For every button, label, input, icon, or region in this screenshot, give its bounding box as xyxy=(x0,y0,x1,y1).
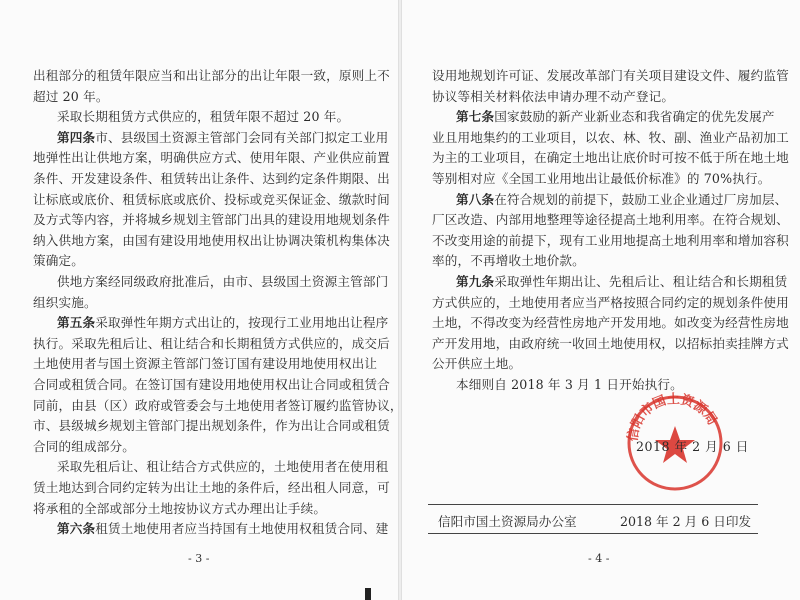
article-text: 在符合规划的前提下，鼓励工业企业通过厂房加层、 xyxy=(494,191,788,207)
right_page-line: 方式供应的，土地使用者应当严格按照合同约定的规划条件使用 xyxy=(432,294,789,310)
left_page-line xyxy=(57,522,388,536)
left_page-line: 及方式等内容，并将城乡规划主管部门出具的建设用地规划条件 xyxy=(33,212,390,228)
right_page-line: 业且用地集约的工业项目，以农、林、牧、副、渔业产品初加工 xyxy=(432,129,789,145)
article-text: 租赁土地使用者应当持国有土地使用权租赁合同、建 xyxy=(95,521,389,537)
left_page-line: 合同或租赁合同。在签订国有建设用地使用权出让合同或租赁合 xyxy=(33,377,390,392)
article-number: 第七条 xyxy=(456,109,495,125)
right_page-line: 等别相对应《全国工业用地出让最低价标准》的 70%执行。 xyxy=(432,171,771,186)
right_page-line: 公开供应土地。 xyxy=(432,356,522,372)
right_page-line: 设用地规划许可证、发展改革部门有关项目建设文件、履约监管 xyxy=(432,68,789,83)
right_page-line: 协议等相关材料依法申请办理不动产登记。 xyxy=(432,88,675,104)
left_page-line: 执行。采取先租后让、租让结合和长期租赁方式供应的，成交后 xyxy=(33,335,390,351)
right_page-line xyxy=(456,110,775,124)
left_page-line: 组织实施。 xyxy=(33,294,97,310)
page-number-right: - 4 - xyxy=(588,552,610,565)
footer-rule-bottom xyxy=(428,533,758,534)
left_page-line: 采取长期租赁方式供应的，租赁年限不超过 20 年。 xyxy=(57,109,350,125)
article-text: 国家鼓励的新产业新业态和我省确定的优先发展产 xyxy=(494,109,775,125)
article-number: 第六条 xyxy=(57,521,96,537)
left_page-line: 地弹性出让供地方案，明确供应方式、使用年限、产业供应前置 xyxy=(33,150,390,166)
left_page-line: 供地方案经同级政府批准后，由市、县级国土资源主管部门 xyxy=(57,274,389,289)
scan-mark xyxy=(365,588,371,600)
article-text: 采取弹性年期方式出让的，按现行工业用地出让程序 xyxy=(95,315,389,331)
left_page-line: 让标底或底价、租赁标底或底价、投标或竞买保证金、缴款时间 xyxy=(33,191,390,207)
left_page-line: 超过 20 年。 xyxy=(33,88,109,104)
right_page-line xyxy=(456,193,787,207)
right_page-line: 土地，不得改变为经营性房地产开发用地。如改变为经营性房地 xyxy=(432,315,789,331)
right_page-line: 本细则自 2018 年 3 月 1 日开始执行。 xyxy=(456,377,683,392)
right_page-line xyxy=(456,275,787,289)
left_page-line: 出租部分的租赁年限应当和出让部分的出让年限一致，原则上不 xyxy=(33,68,390,83)
right_page-line: 率的，不再增收土地价款。 xyxy=(432,253,585,269)
left_page-line: 赁土地达到合同约定转为出让土地的条件后，经出租人同意，可 xyxy=(33,480,390,495)
right_page-line: 不改变用途的前提下，现有工业用地提高土地利用率和增加容积 xyxy=(432,232,789,248)
footer-date: 2018 年 2 月 6 日印发 xyxy=(620,514,752,529)
footer-rule-top xyxy=(428,504,758,505)
svg-text:信阳市国土资源局: 信阳市国土资源局 xyxy=(625,392,720,443)
left_page-line: 纳入供地方案，由国有建设用地使用权出让协调决策机构集体决 xyxy=(33,232,390,248)
left_page-line: 条件、开发建设条件、租赁转出让条件、达到约定条件期限、出 xyxy=(33,171,390,186)
article-number: 第四条 xyxy=(57,129,96,145)
article-number: 第八条 xyxy=(456,191,495,207)
left_page-line: 同前，由县（区）政府或管委会与土地使用者签订履约监管协议， xyxy=(33,397,403,413)
left_page-line: 合同的组成部分。 xyxy=(33,438,135,454)
article-text: 采取弹性年期出让、先租后让、租让结合和长期租赁 xyxy=(494,274,788,289)
right_page-line: 产开发用地，由政府统一收回土地使用权，以招标拍卖挂牌方式 xyxy=(432,335,789,351)
left_page-line: 将承租的全部或部分土地按协议方式办理出让手续。 xyxy=(33,500,327,516)
article-text: 市、县级国土资源主管部门会同有关部门拟定工业用 xyxy=(95,129,389,145)
left_page-line: 采取先租后让、租让结合方式供应的，土地使用者在使用租 xyxy=(57,459,389,475)
article-number: 第五条 xyxy=(57,315,96,331)
left_page-line: 土地使用者与国土资源主管部门签订国有建设用地使用权出让 xyxy=(33,356,378,372)
page-number-left: - 3 - xyxy=(188,552,210,565)
right_page-line: 厂区改造、内部用地整理等途径提高土地利用率。在符合规划、 xyxy=(432,212,789,228)
seal-date: 2018 年 2 月 6 日 xyxy=(636,439,749,454)
left_page-line: 策确定。 xyxy=(33,253,84,269)
left_page-line xyxy=(57,316,388,330)
right_page-line: 为主的工业项目，在确定土地出让底价时可按不低于所在地土地 xyxy=(432,150,789,166)
left_page-line: 市、县级城乡规划主管部门提出规划条件，作为出让合同或租赁 xyxy=(33,418,390,434)
article-number: 第九条 xyxy=(456,274,495,289)
footer-org: 信阳市国土资源局办公室 xyxy=(438,514,577,529)
left_page-line xyxy=(57,131,388,145)
